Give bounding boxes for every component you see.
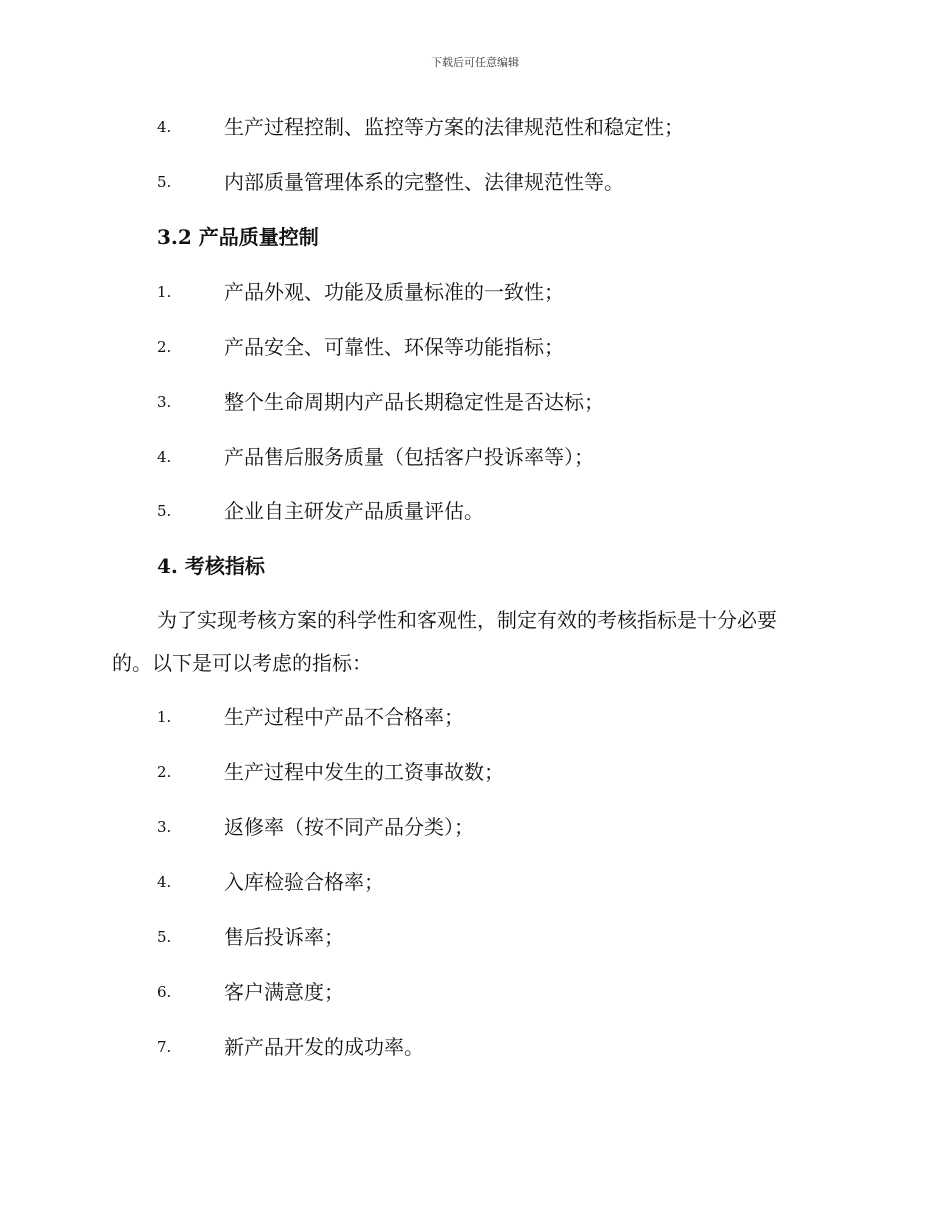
list-item	[0, 1032, 950, 1062]
list-text: 入库检验合格率；	[224, 870, 384, 894]
list-number: 7.	[157, 1038, 172, 1056]
list-text: 售后投诉率；	[224, 925, 344, 949]
list-item	[0, 332, 950, 362]
list-item	[0, 702, 950, 732]
paragraph-line-2: 的。以下是可以考虑的指标：	[112, 651, 372, 675]
list-item	[0, 977, 950, 1007]
list-text: 整个生命周期内产品长期稳定性是否达标；	[224, 390, 604, 414]
list-item	[0, 277, 950, 307]
list-number: 5.	[157, 928, 172, 946]
list-item	[0, 167, 950, 197]
list-text: 企业自主研发产品质量评估。	[224, 499, 484, 523]
list-text: 生产过程控制、监控等方案的法律规范性和稳定性；	[224, 115, 684, 139]
list-number: 2.	[157, 763, 172, 781]
list-text: 产品售后服务质量（包括客户投诉率等）；	[224, 445, 594, 469]
list-number: 4.	[157, 448, 172, 466]
list-number: 2.	[157, 338, 172, 356]
list-number: 5.	[157, 502, 172, 520]
paragraph-line-1: 为了实现考核方案的科学性和客观性，制定有效的考核指标是十分必要	[157, 608, 777, 632]
list-text: 产品安全、可靠性、环保等功能指标；	[224, 335, 564, 359]
list-item	[0, 757, 950, 787]
list-number: 6.	[157, 983, 172, 1001]
list-number: 4.	[157, 873, 172, 891]
page-header: 下载后可任意编辑	[431, 56, 519, 69]
list-number: 1.	[157, 283, 172, 301]
list-item	[0, 496, 950, 526]
list-text: 生产过程中发生的工资事故数；	[224, 760, 504, 784]
list-item	[0, 442, 950, 472]
list-number: 4.	[157, 118, 172, 136]
list-number: 3.	[157, 818, 172, 836]
list-text: 客户满意度；	[224, 980, 344, 1004]
list-number: 1.	[157, 708, 172, 726]
list-text: 产品外观、功能及质量标准的一致性；	[224, 280, 564, 304]
list-item	[0, 867, 950, 897]
list-item	[0, 387, 950, 417]
list-text: 新产品开发的成功率。	[224, 1035, 424, 1059]
list-text: 生产过程中产品不合格率；	[224, 705, 464, 729]
list-text: 内部质量管理体系的完整性、法律规范性等。	[224, 170, 624, 194]
list-number: 5.	[157, 173, 172, 191]
list-item	[0, 812, 950, 842]
list-text: 返修率（按不同产品分类）；	[224, 815, 474, 839]
list-item	[0, 922, 950, 952]
section-heading-3-2: 3.2 产品质量控制	[157, 225, 319, 249]
list-item	[0, 112, 950, 142]
section-heading-4: 4. 考核指标	[157, 554, 265, 578]
list-number: 3.	[157, 393, 172, 411]
